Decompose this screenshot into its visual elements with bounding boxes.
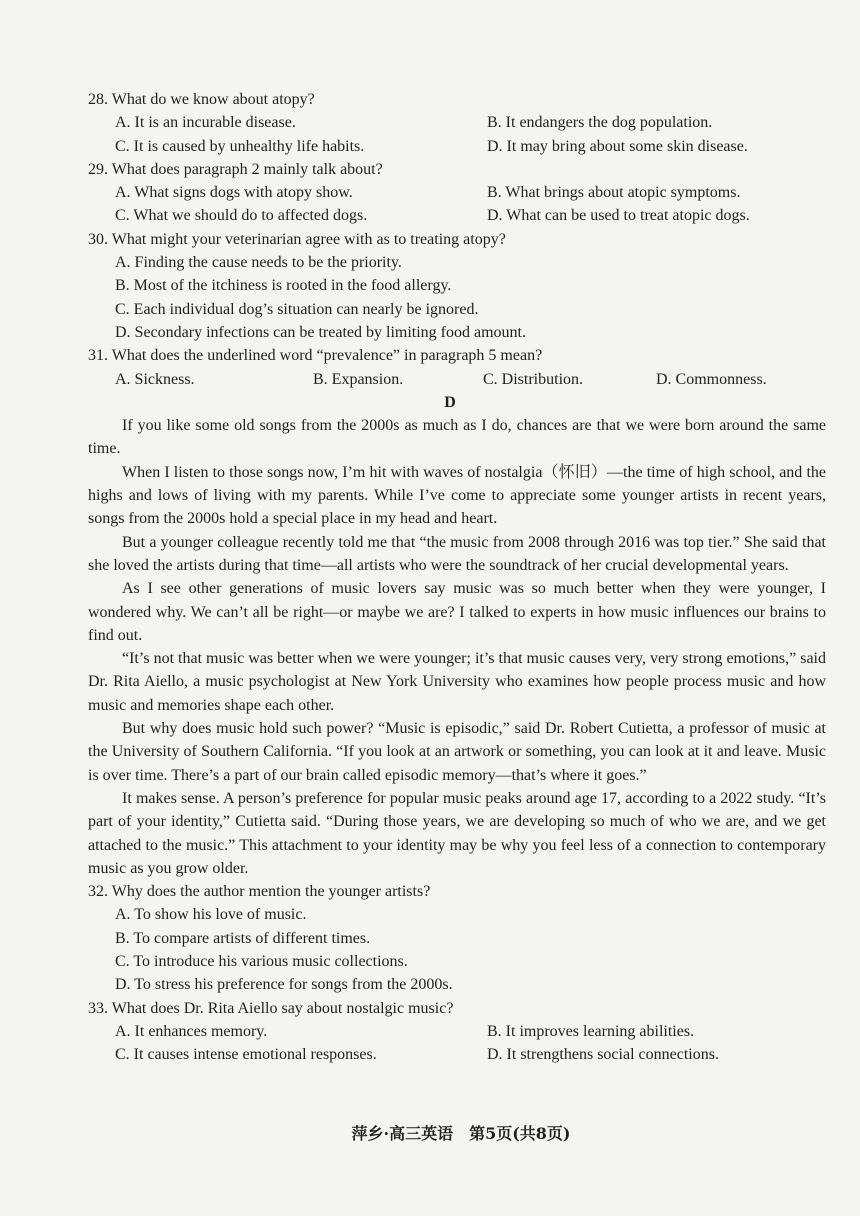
option-c: C. What we should do to affected dogs. xyxy=(115,207,368,225)
passage-paragraph-3: But a younger colleague recently told me that “the music from 2008 through 2016 was top tier.” She said that she loved the artists during that time—all artists who were the soundtrack of her crucial developmental years. xyxy=(88,533,826,574)
question-31 xyxy=(88,344,826,391)
question-stem: 32. Why does the author mention the younger artists? xyxy=(88,883,431,901)
option-c: C. To introduce his various music collections. xyxy=(115,952,408,970)
page-content xyxy=(88,88,826,1066)
option-b: B. What brings about atopic symptoms. xyxy=(487,184,741,202)
passage-paragraph-5: “It’s not that music was better when we were younger; it’s that music causes very, very strong emotions,” said Dr. Rita Aiello, a music psychologist at New York University who examines how people process music and how music and memories shape each other. xyxy=(88,650,826,714)
option-b: B. To compare artists of different times. xyxy=(115,929,371,947)
option-row xyxy=(88,1020,826,1043)
passage-paragraph-6: But why does music hold such power? “Music is episodic,” said Dr. Robert Cutietta, a professor of music at the University of Southern California. “If you look at an artwork or something, you can look at it and leave. Music is over time. There’s a part of our brain called episodic memory—that’s where it goes.” xyxy=(88,720,826,784)
option-row xyxy=(88,368,826,391)
option-a: A. It is an incurable disease. xyxy=(115,114,296,132)
option-a: A. What signs dogs with atopy show. xyxy=(115,184,353,202)
question-stem: 33. What does Dr. Rita Aiello say about nostalgic music? xyxy=(88,999,454,1017)
question-29 xyxy=(88,158,826,228)
passage-d xyxy=(88,414,826,880)
option-c: C. It is caused by unhealthy life habits. xyxy=(115,137,365,155)
option-d: D. What can be used to treat atopic dogs. xyxy=(487,207,750,225)
option-d: D. It may bring about some skin disease. xyxy=(487,137,748,155)
option-row xyxy=(88,111,826,134)
option-a: A. It enhances memory. xyxy=(115,1022,268,1040)
question-32 xyxy=(88,880,826,996)
option-b: B. Most of the itchiness is rooted in the food allergy. xyxy=(115,277,452,295)
passage-paragraph-7: It makes sense. A person’s preference for popular music peaks around age 17, according to a 2022 study. “It’s part of your identity,” Cutietta said. “During those years, we are developing so much of who we are, and we get attached to the music.” This attachment to your identity may be why you feel less of a connection to contemporary music as you grow older. xyxy=(88,789,826,877)
option-row xyxy=(88,181,826,204)
question-stem: 29. What does paragraph 2 mainly talk about? xyxy=(88,160,383,178)
option-d: D. To stress his preference for songs from the 2000s. xyxy=(115,976,453,994)
option-d: D. Commonness. xyxy=(656,370,767,388)
option-row xyxy=(88,204,826,227)
option-c: C. Each individual dog’s situation can nearly be ignored. xyxy=(115,300,479,318)
option-row xyxy=(88,135,826,158)
option-a: A. Sickness. xyxy=(115,370,195,388)
question-stem: 28. What do we know about atopy? xyxy=(88,91,315,108)
option-c: C. It causes intense emotional responses. xyxy=(115,1046,377,1064)
question-stem: 31. What does the underlined word “prevalence” in paragraph 5 mean? xyxy=(88,347,543,365)
option-b: B. Expansion. xyxy=(313,370,404,388)
option-c: C. Distribution. xyxy=(483,370,584,388)
option-b: B. It endangers the dog population. xyxy=(487,114,713,132)
question-30 xyxy=(88,228,826,344)
option-a: A. Finding the cause needs to be the priority. xyxy=(115,254,402,272)
passage-paragraph-4: As I see other generations of music lovers say music was so much better when they were younger, I wondered why. We can’t all be right—or maybe we are? I talked to experts in how music influences our brains to find out. xyxy=(88,580,826,644)
option-d: D. It strengthens social connections. xyxy=(487,1046,719,1064)
option-row xyxy=(88,1043,826,1066)
option-d: D. Secondary infections can be treated by limiting food amount. xyxy=(115,323,526,341)
option-b: B. It improves learning abilities. xyxy=(487,1022,695,1040)
option-a: A. To show his love of music. xyxy=(115,906,307,924)
passage-label: D xyxy=(444,393,456,411)
question-stem: 30. What might your veterinarian agree with as to treating atopy? xyxy=(88,230,506,248)
passage-paragraph-1: If you like some old songs from the 2000s as much as I do, chances are that we were born around the same time. xyxy=(88,417,826,458)
question-28 xyxy=(88,88,826,158)
page-footer: 萍乡·高三英语 第5页(共8页) xyxy=(351,1124,571,1143)
passage-paragraph-2: When I listen to those songs now, I’m hit with waves of nostalgia（怀旧）—the time of high school, and the highs and lows of living with my parents. While I’ve come to appreciate some younger artists in recent years, songs from the 2000s hold a special place in my head and heart. xyxy=(88,463,826,528)
question-33 xyxy=(88,997,826,1067)
